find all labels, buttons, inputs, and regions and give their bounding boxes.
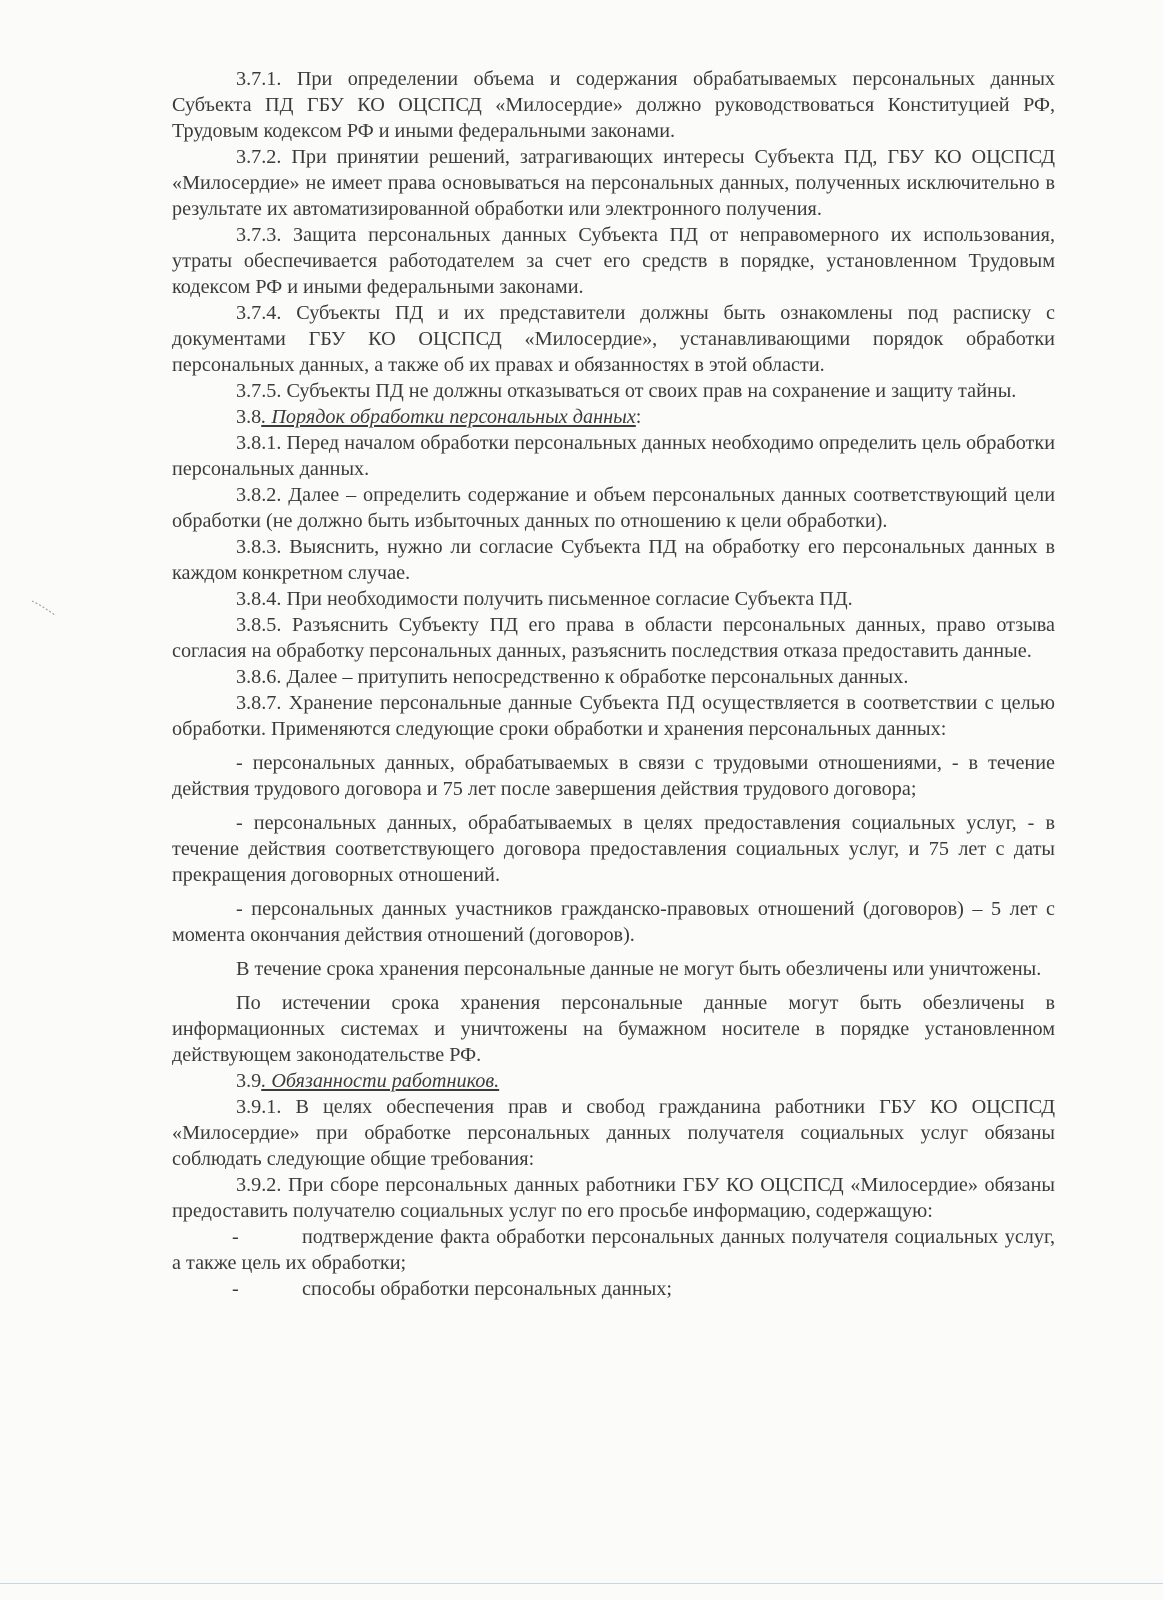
paragraph-3-7-1: 3.7.1. При определении объема и содержания обрабатываемых персональных данных Субъекта ПД ГБУ КО ОЦСПСД «Милосердие» должно руководствоваться Конституцией РФ, Трудовым кодексом РФ и иными федеральными законами.	[172, 68, 1055, 142]
section-3-9-title: . Обязанности работников.	[261, 1070, 500, 1092]
paragraph-3-8-6: 3.8.6. Далее – притупить непосредственно к обработке персональных данных.	[236, 666, 909, 688]
paragraph-3-9-2: 3.9.2. При сборе персональных данных работники ГБУ КО ОЦСПСД «Милосердие» обязаны предоставить получателю социальных услуг по его просьбе информацию, содержащую:	[172, 1174, 1055, 1222]
scan-speck-mark	[30, 598, 58, 618]
paragraph-3-7-3: 3.7.3. Защита персональных данных Субъекта ПД от неправомерного их использования, утраты обеспечивается работодателем за счет его средств в порядке, установленном Трудовым кодексом РФ и иными федеральными законами.	[172, 224, 1055, 298]
paragraph-3-9-1: 3.9.1. В целях обеспечения прав и свобод гражданина работники ГБУ КО ОЦСПСД «Милосердие» при обработке персональных данных получателя социальных услуг обязаны соблюдать следующие общие требования:	[172, 1096, 1055, 1170]
paragraph-3-8-5: 3.8.5. Разъяснить Субъекту ПД его права в области персональных данных, право отзыва согласия на обработку персональных данных, разъяснить последствия отказа предоставить данные.	[172, 614, 1055, 662]
paragraph-3-8-7: 3.8.7. Хранение персональные данные Субъекта ПД осуществляется в соответствии с целью обработки. Применяются следующие сроки обработки и хранения персональных данных:	[172, 692, 1055, 740]
paragraph-3-7-5: 3.7.5. Субъекты ПД не должны отказываться от своих прав на сохранение и защиту тайны.	[236, 380, 1017, 402]
section-3-8-number: 3.8	[236, 406, 262, 428]
section-3-9-number: 3.9	[236, 1070, 262, 1092]
paragraph-3-8-7-item-social-services: - персональных данных, обрабатываемых в целях предоставления социальных услуг, - в течение действия соответствующего договора предоставления социальных услуг, и 75 лет с даты прекращения договорных отношений.	[172, 812, 1055, 886]
list-item-text: способы обработки персональных данных;	[302, 1278, 673, 1300]
list-item-processing-methods	[172, 1276, 1055, 1302]
section-3-8-heading	[172, 404, 1055, 430]
section-3-9-heading	[172, 1068, 1055, 1094]
paragraph-3-8-7-storage: В течение срока хранения персональные данные не могут быть обезличены или уничтожены.	[236, 958, 1042, 980]
paragraph-3-8-7-item-civil-contracts: - персональных данных участников гражданско-правовых отношений (договоров) – 5 лет с момента окончания действия отношений (договоров).	[172, 898, 1055, 946]
document-page	[172, 66, 1055, 1302]
section-3-8-suffix: :	[635, 406, 642, 428]
paragraph-3-8-4: 3.8.4. При необходимости получить письменное согласие Субъекта ПД.	[236, 588, 853, 610]
scan-edge-line	[0, 1583, 1163, 1584]
paragraph-3-8-1: 3.8.1. Перед началом обработки персональных данных необходимо определить цель обработки персональных данных.	[172, 432, 1055, 480]
paragraph-3-8-3: 3.8.3. Выяснить, нужно ли согласие Субъекта ПД на обработку его персональных данных в каждом конкретном случае.	[172, 536, 1055, 584]
paragraph-3-7-2: 3.7.2. При принятии решений, затрагивающих интересы Субъекта ПД, ГБУ КО ОЦСПСД «Милосердие» не имеет права основываться на персональных данных, полученных исключительно в результате их автоматизированной обработки или электронного получения.	[172, 146, 1055, 220]
list-dash: -	[232, 1226, 239, 1248]
section-3-8-title: . Порядок обработки персональных данных	[261, 406, 636, 428]
paragraph-3-8-2: 3.8.2. Далее – определить содержание и объем персональных данных соответствующий цели обработки (не должно быть избыточных данных по отношению к цели обработки).	[172, 484, 1055, 532]
list-item-processing-fact	[172, 1224, 1055, 1276]
paragraph-3-8-7-item-employment: - персональных данных, обрабатываемых в связи с трудовыми отношениями, - в течение действия трудового договора и 75 лет после завершения действия трудового договора;	[172, 752, 1055, 800]
list-item-text: подтверждение факта обработки персональных данных получателя социальных услуг, а также цель их обработки;	[172, 1226, 1055, 1274]
paragraph-3-8-7-expiry: По истечении срока хранения персональные данные могут быть обезличены в информационных системах и уничтожены на бумажном носителе в порядке установленном действующем законодательстве РФ.	[172, 992, 1055, 1066]
paragraph-3-7-4: 3.7.4. Субъекты ПД и их представители должны быть ознакомлены под расписку с документами ГБУ КО ОЦСПСД «Милосердие», устанавливающими порядок обработки персональных данных, а также об их правах и обязанностях в этой области.	[172, 302, 1055, 376]
list-dash: -	[232, 1278, 239, 1300]
